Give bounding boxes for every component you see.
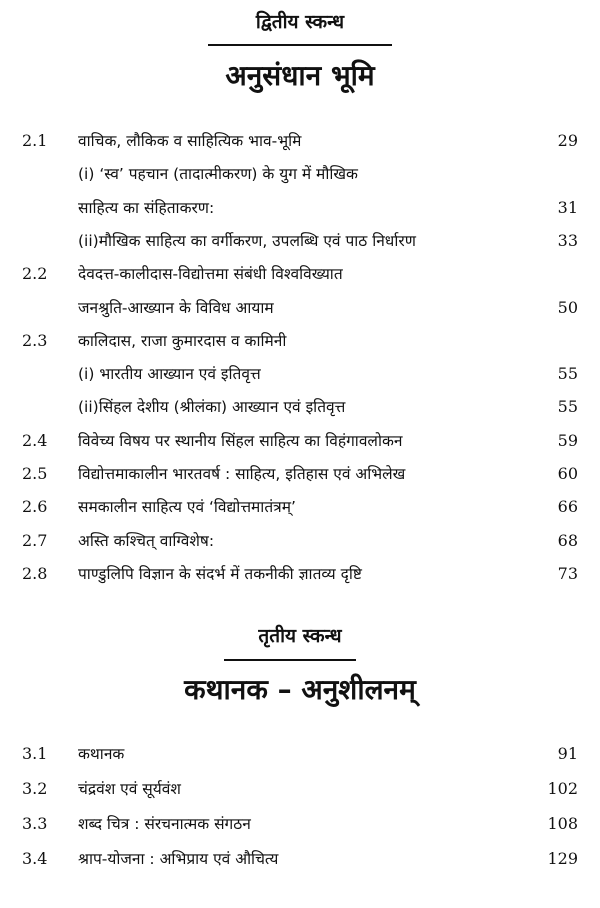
toc-entry-title: साहित्य का संहिताकरण: [78, 198, 215, 217]
section-2-divider [208, 44, 392, 46]
toc-entry-page: 31 [557, 197, 578, 217]
toc-entry-title: कालिदास, राजा कुमारदास व कामिनी [78, 331, 287, 350]
toc-entry-page: 129 [547, 849, 578, 868]
toc-entry [0, 494, 600, 520]
toc-entry-title: देवदत्त-कालीदास-विद्योत्तमा संबंधी विश्वविख्यात [78, 265, 343, 284]
toc-entry-page: 73 [557, 563, 578, 583]
toc-entry [0, 128, 600, 154]
toc-entry [0, 776, 600, 802]
toc-entry-page: 55 [557, 364, 578, 384]
toc-entry-number: 2.6 [22, 497, 48, 517]
toc-entry-title: समकालीन साहित्य एवं ‘विद्योत्तमातंत्रम्’ [78, 498, 296, 517]
toc-entry-title: पाण्डुलिपि विज्ञान के संदर्भ में तकनीकी ज्ञातव्य दृष्टि [78, 564, 362, 583]
toc-entry-title: विद्योत्तमाकालीन भारतवर्ष : साहित्य, इतिहास एवं अभिलेख [78, 465, 406, 483]
section-2-label: द्वितीय स्कन्ध [255, 11, 345, 33]
toc-entry [0, 295, 600, 321]
toc-entry [0, 328, 600, 354]
toc-entry-number: 3.3 [22, 814, 48, 833]
toc-entry-page: 102 [547, 779, 578, 798]
toc-entry [0, 261, 600, 287]
toc-entry-number: 2.8 [22, 563, 48, 583]
toc-entry-number: 2.4 [22, 430, 48, 450]
toc-entry [0, 741, 600, 767]
toc-entry-title: शब्द चित्र : संरचनात्मक संगठन [78, 815, 251, 833]
toc-entry-title: विवेच्य विषय पर स्थानीय सिंहल साहित्य का विहंगावलोकन [78, 431, 403, 450]
toc-entry-title: (i) भारतीय आख्यान एवं इतिवृत्त [78, 365, 261, 384]
section-2-title: अनुसंधान भूमि [225, 59, 375, 92]
toc-entry [0, 228, 600, 254]
toc-entry [0, 361, 600, 387]
toc-entry-title: (i) ‘स्व’ पहचान (तादात्मीकरण) के युग में मौखिक [78, 165, 358, 184]
toc-entry-page: 91 [557, 744, 578, 763]
toc-entry-title: वाचिक, लौकिक व साहित्यिक भाव-भूमि [78, 132, 302, 150]
section-3-title: कथानक – अनुशीलनम् [184, 673, 416, 706]
toc-entry-title: चंद्रवंश एवं सूर्यवंश [78, 780, 181, 798]
section-3-divider [224, 659, 356, 661]
toc-entry [0, 846, 600, 872]
toc-entry-page: 108 [547, 814, 578, 833]
toc-entry-title: (ii)मौखिक साहित्य का वर्गीकरण, उपलब्धि एवं पाठ निर्धारण [78, 231, 416, 250]
toc-entry-number: 2.7 [22, 530, 48, 550]
toc-entry-number: 3.2 [22, 779, 48, 798]
toc-entry-page: 60 [557, 464, 578, 483]
toc-entry [0, 428, 600, 454]
toc-entry-title: जनश्रुति-आख्यान के विविध आयाम [78, 298, 274, 317]
toc-entry-page: 50 [557, 297, 578, 317]
toc-entry-page: 68 [557, 530, 578, 550]
toc-entry-page: 55 [557, 397, 578, 417]
toc-entry [0, 561, 600, 587]
toc-entry-page: 33 [557, 230, 578, 250]
toc-entry-page: 59 [557, 430, 578, 450]
toc-entry [0, 811, 600, 837]
toc-entry-number: 2.5 [22, 464, 48, 483]
toc-entry-number: 2.3 [22, 330, 48, 350]
toc-entry-page: 29 [557, 131, 578, 150]
toc-entry-number: 2.2 [22, 264, 48, 284]
toc-entry-page: 66 [557, 497, 578, 517]
toc-entry-number: 3.1 [22, 744, 48, 763]
toc-entry [0, 195, 600, 221]
toc-entry [0, 161, 600, 187]
toc-entry [0, 461, 600, 487]
toc-entry-title: (ii)सिंहल देशीय (श्रीलंका) आख्यान एवं इतिवृत्त [78, 398, 346, 417]
toc-entry-number: 3.4 [22, 849, 48, 868]
toc-entry-title: अस्ति कश्चित् वाग्विशेष: [78, 531, 215, 550]
toc-entry [0, 528, 600, 554]
section-3-label: तृतीय स्कन्ध [258, 625, 342, 647]
toc-entry-title: श्राप-योजना : अभिप्राय एवं औचित्य [78, 850, 279, 868]
toc-entry [0, 394, 600, 420]
toc-entry-number: 2.1 [22, 131, 48, 150]
toc-entry-title: कथानक [78, 745, 125, 763]
